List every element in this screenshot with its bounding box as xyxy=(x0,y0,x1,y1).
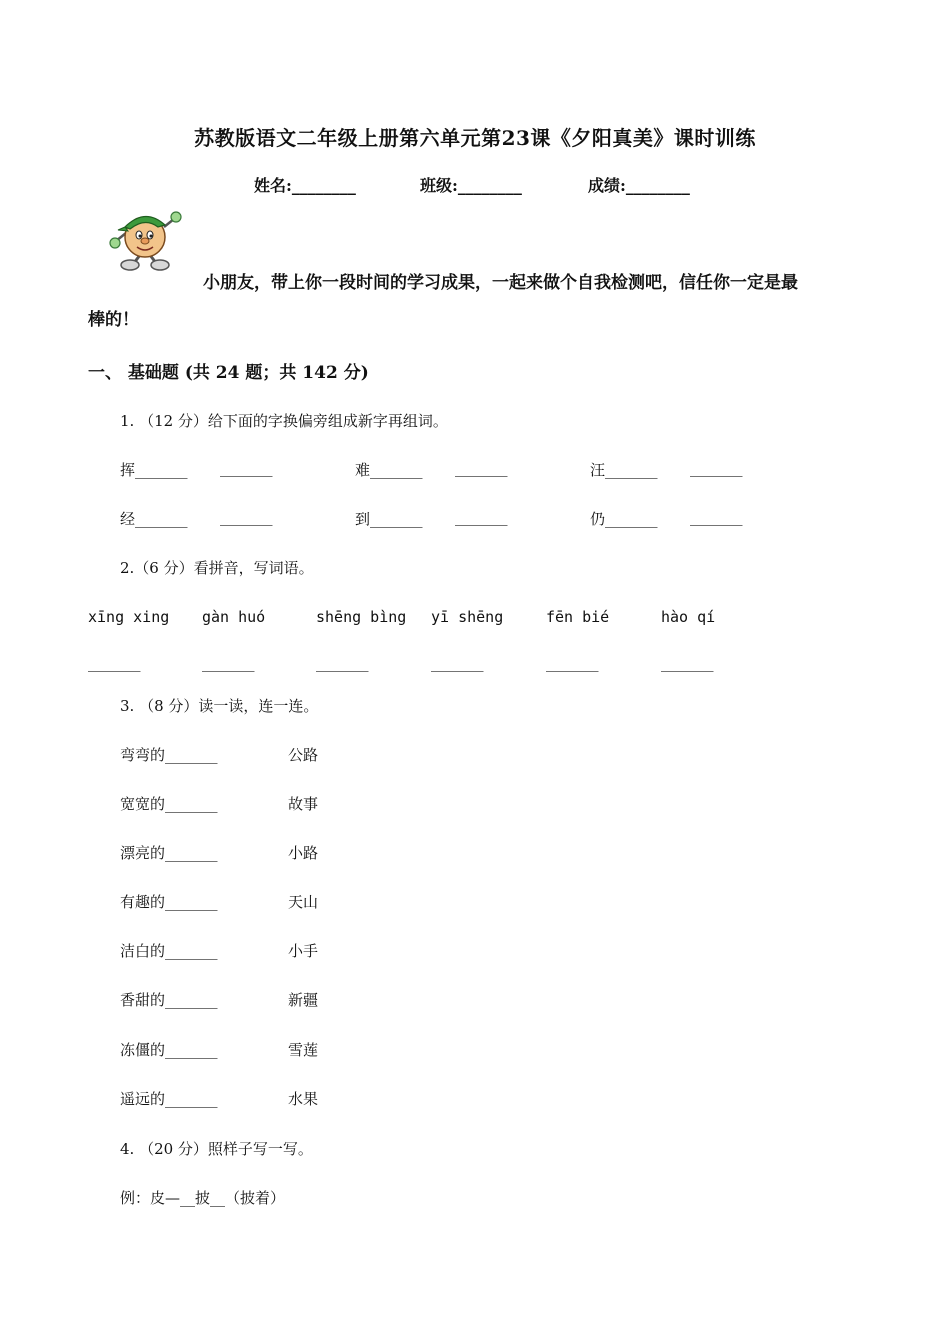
q1-cell: _______ xyxy=(690,508,743,526)
q1-cell: _______ xyxy=(220,459,273,477)
q1-cell: _______ xyxy=(690,459,743,477)
answer-blank: _______ xyxy=(202,654,255,672)
pinyin-item: yī shēng xyxy=(431,608,504,626)
q1-cell: _______ xyxy=(455,508,508,526)
pinyin-item: gàn huó xyxy=(202,608,266,626)
match-left: 遥远的_______ xyxy=(120,1090,218,1108)
question-2-stem: 2.（6 分）看拼音，写词语。 xyxy=(120,559,314,577)
intro-line-1: 小朋友，带上你一段时间的学习成果，一起来做个自我检测吧，信任你一定是最 xyxy=(203,273,798,293)
pinyin-item: xīng xing xyxy=(88,608,170,626)
match-right: 水果 xyxy=(288,1090,319,1108)
match-right: 故事 xyxy=(288,795,319,813)
q1-cell: 仍_______ xyxy=(590,510,658,528)
match-left: 香甜的_______ xyxy=(120,991,218,1009)
match-left: 有趣的_______ xyxy=(120,893,218,911)
question-1-stem: 1. （12 分）给下面的字换偏旁组成新字再组词。 xyxy=(120,412,448,430)
section-1-title: 一、 基础题 (共 24 题；共 142 分) xyxy=(88,363,369,383)
question-4-example: 例：皮—__披__（披着） xyxy=(120,1189,286,1207)
answer-blank: _______ xyxy=(661,654,714,672)
match-left: 漂亮的_______ xyxy=(120,844,218,862)
match-right: 公路 xyxy=(288,746,319,764)
answer-blank: _______ xyxy=(431,654,484,672)
mascot-image xyxy=(108,205,188,273)
match-right: 雪莲 xyxy=(288,1041,319,1059)
answer-blank: _______ xyxy=(546,654,599,672)
q1-cell: _______ xyxy=(220,508,273,526)
q1-cell: 经_______ xyxy=(120,510,188,528)
match-right: 新疆 xyxy=(288,991,319,1009)
match-left: 洁白的_______ xyxy=(120,942,218,960)
match-right: 天山 xyxy=(288,893,319,911)
score-field: 成绩:________ xyxy=(588,176,690,195)
name-field: 姓名:________ xyxy=(254,176,356,195)
question-4-stem: 4. （20 分）照样子写一写。 xyxy=(120,1140,313,1158)
q1-cell: 到_______ xyxy=(355,510,423,528)
match-left: 弯弯的_______ xyxy=(120,746,218,764)
answer-blank: _______ xyxy=(316,654,369,672)
question-3-stem: 3. （8 分）读一读，连一连。 xyxy=(120,697,319,715)
pinyin-item: fēn bié xyxy=(546,608,610,626)
pinyin-item: shēng bìng xyxy=(316,608,407,626)
class-field: 班级:________ xyxy=(420,176,522,195)
q1-cell: 汪_______ xyxy=(590,461,658,479)
match-left: 冻僵的_______ xyxy=(120,1041,218,1059)
q1-cell: 挥_______ xyxy=(120,461,188,479)
q1-cell: _______ xyxy=(455,459,508,477)
answer-blank: _______ xyxy=(88,654,141,672)
pinyin-item: hào qí xyxy=(661,608,716,626)
match-left: 宽宽的_______ xyxy=(120,795,218,813)
q1-cell: 难_______ xyxy=(355,461,423,479)
page-title: 苏教版语文二年级上册第六单元第23课《夕阳真美》课时训练 xyxy=(194,126,756,150)
match-right: 小手 xyxy=(288,942,319,960)
intro-line-2: 棒的！ xyxy=(88,310,139,330)
match-right: 小路 xyxy=(288,844,319,862)
